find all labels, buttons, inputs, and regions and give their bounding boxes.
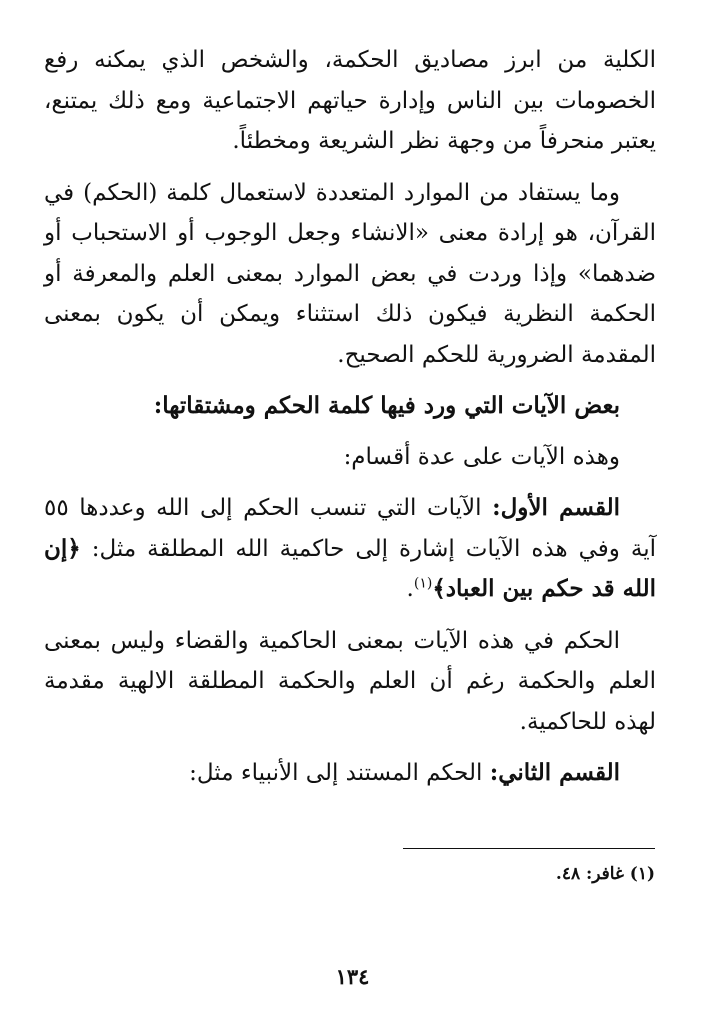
section-two-label: القسم الثاني: xyxy=(489,759,620,786)
paragraph-1: الكلية من ابرز مصاديق الحكمة، والشخص الذي يمكنه رفع الخصومات بين الناس وإدارة حياتهم الاجتماعية ومع ذلك يمتنع، يعتبر منحرفاً من وجهة نظر الشريعة ومخطئاً. xyxy=(44,47,656,154)
paragraph-2: وما يستفاد من الموارد المتعددة لاستعمال كلمة (الحكم) في القرآن، هو إرادة معنى «الانشاء وجعل الوجوب أو الاستحباب أو ضدهما» وإذا وردت في بعض الموارد بمعنى العلم والمعرفة أو الحكمة النظرية فيكون ذلك استثناء ويمكن أن يكون بمعنى المقدمة الضرورية للحكم الصحيح. xyxy=(44,179,656,368)
paragraph-5: الحكم في هذه الآيات بمعنى الحاكمية والقضاء وليس بمعنى العلم والحكمة رغم أن العلم والحكمة المطلقة الالهية مقدمة لهذه للحاكمية. xyxy=(44,627,656,735)
paragraph-3: وهذه الآيات على عدة أقسام: xyxy=(343,443,620,470)
section-one-text: الآيات التي تنسب الحكم إلى الله وعددها ٥٥ آية وفي هذه الآيات إشارة إلى حاكمية الله المطلقة مثل: xyxy=(44,495,656,562)
footnote-reference: (١) xyxy=(413,575,433,592)
page-number: ١٣٤ xyxy=(335,964,370,989)
paragraph-4 xyxy=(44,488,656,610)
page-body xyxy=(44,40,656,805)
footnote: (١) غافر: ٤٨. xyxy=(555,864,655,884)
footnote-divider xyxy=(403,848,655,849)
section-two-text: الحكم المستند إلى الأنبياء مثل: xyxy=(189,760,490,786)
section-one-label: القسم الأول: xyxy=(492,494,620,521)
quran-quote: ﴿إن الله قد حكم بين العباد﴾ xyxy=(44,534,656,602)
paragraph-4-end: . xyxy=(406,576,414,602)
section-heading: بعض الآيات التي ورد فيها كلمة الحكم ومشتقاتها: xyxy=(153,392,620,419)
paragraph-6 xyxy=(44,753,656,794)
